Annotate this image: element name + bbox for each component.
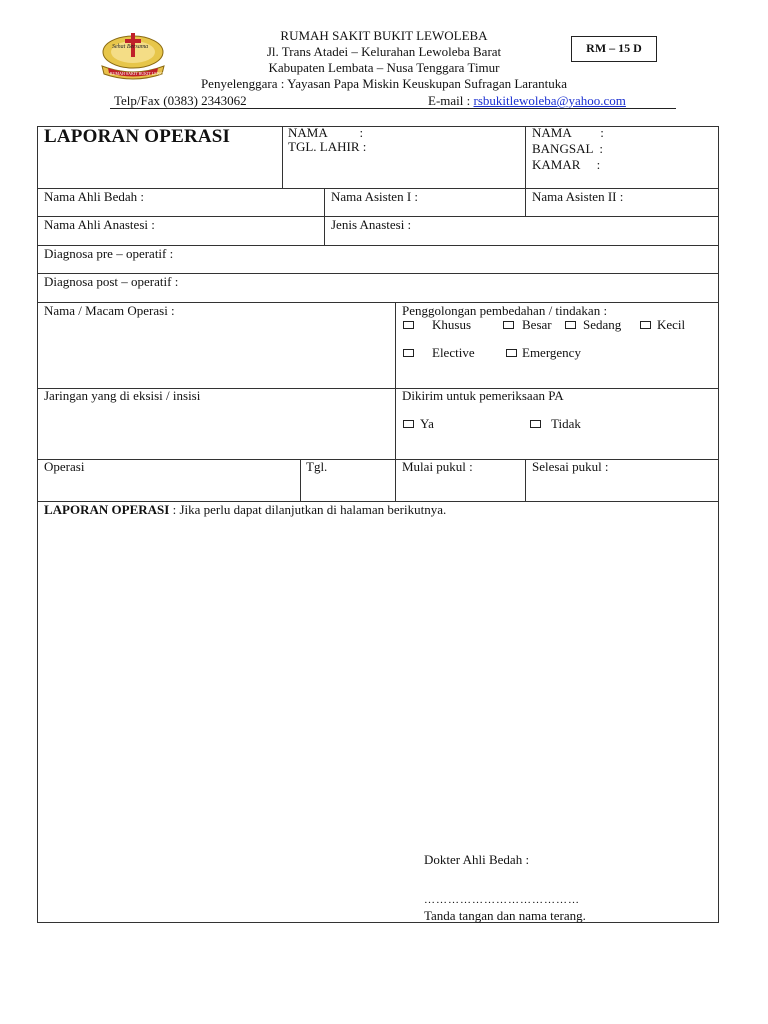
room-field[interactable]: KAMAR : — [532, 157, 601, 172]
report-label: LAPORAN OPERASI — [44, 502, 170, 517]
ya-checkbox[interactable] — [403, 420, 414, 428]
address-line-1: Jl. Trans Atadei – Kelurahan Lewoleba Barat — [266, 44, 502, 59]
operation-name-field[interactable]: Nama / Macam Operasi : — [44, 303, 175, 318]
besar-label: Besar — [522, 317, 552, 332]
excised-tissue-field[interactable]: Jaringan yang di eksisi / insisi — [44, 388, 201, 403]
emergency-checkbox[interactable] — [506, 349, 517, 357]
kecil-checkbox[interactable] — [640, 321, 651, 329]
surgeon-signature-label: Dokter Ahli Bedah : — [424, 852, 530, 867]
kecil-label: Kecil — [657, 317, 686, 332]
assistant-1-field[interactable]: Nama Asisten I : — [331, 189, 419, 204]
end-time-field[interactable]: Selesai pukul : — [532, 459, 609, 474]
anesthetist-name-field[interactable]: Nama Ahli Anastesi : — [44, 217, 155, 232]
operation-field[interactable]: Operasi — [44, 459, 85, 474]
organizer-line: Penyelenggara : Yayasan Papa Miskin Keuskupan Sufragan Larantuka — [200, 76, 568, 91]
form-code-box: RM – 15 D — [571, 36, 657, 62]
header-divider — [110, 108, 676, 109]
email-label: E-mail : — [428, 93, 471, 108]
elective-label: Elective — [432, 345, 475, 360]
ya-label: Ya — [420, 416, 434, 431]
address-line-2: Kabupaten Lembata – Nusa Tenggara Timur — [268, 60, 500, 75]
elective-checkbox[interactable] — [403, 349, 414, 357]
sedang-checkbox[interactable] — [565, 321, 576, 329]
anesthesia-type-field[interactable]: Jenis Anastesi : — [331, 217, 412, 232]
ward-field[interactable]: BANGSAL : — [532, 141, 604, 156]
pa-exam-label: Dikirim untuk pemeriksaan PA — [402, 388, 564, 403]
email-link[interactable]: rsbukitlewoleba@yahoo.com — [473, 93, 626, 108]
emergency-label: Emergency — [522, 345, 581, 360]
birth-date-field[interactable]: TGL. LAHIR : — [288, 139, 367, 154]
start-time-field[interactable]: Mulai pukul : — [402, 459, 473, 474]
pre-op-diagnosis-field[interactable]: Diagnosa pre – operatif : — [44, 246, 174, 261]
besar-checkbox[interactable] — [503, 321, 514, 329]
surgeon-name-field[interactable]: Nama Ahli Bedah : — [44, 189, 145, 204]
sedang-label: Sedang — [583, 317, 622, 332]
assistant-2-field[interactable]: Nama Asisten II : — [532, 189, 624, 204]
khusus-checkbox[interactable] — [403, 321, 414, 329]
patient-name-right-field[interactable]: NAMA : — [532, 125, 604, 140]
logo-text: Sehat Bersama — [112, 44, 149, 50]
date-field[interactable]: Tgl. — [306, 459, 328, 474]
phone-fax: Telp/Fax (0383) 2343062 — [114, 93, 247, 108]
khusus-label: Khusus — [432, 317, 472, 332]
classification-label: Penggolongan pembedahan / tindakan : — [402, 303, 608, 318]
hospital-name: RUMAH SAKIT BUKIT LEWOLEBA — [280, 28, 488, 43]
form-title: LAPORAN OPERASI — [44, 126, 231, 147]
tidak-checkbox[interactable] — [530, 420, 541, 428]
signature-caption: Tanda tangan dan nama terang. — [424, 908, 586, 923]
report-text-area[interactable] — [40, 522, 716, 842]
email-line — [428, 93, 626, 109]
signature-line[interactable]: ………………………………… — [424, 894, 580, 906]
report-note: : Jika perlu dapat dilanjutkan di halaman berikutnya. — [169, 502, 447, 517]
post-op-diagnosis-field[interactable]: Diagnosa post – operatif : — [44, 274, 179, 289]
patient-name-field[interactable]: NAMA : — [288, 125, 364, 140]
tidak-label: Tidak — [551, 416, 581, 431]
logo-ribbon-text: RUMAH SAKIT BUKIT LEWOLEBA — [110, 71, 174, 76]
report-heading — [44, 502, 446, 518]
